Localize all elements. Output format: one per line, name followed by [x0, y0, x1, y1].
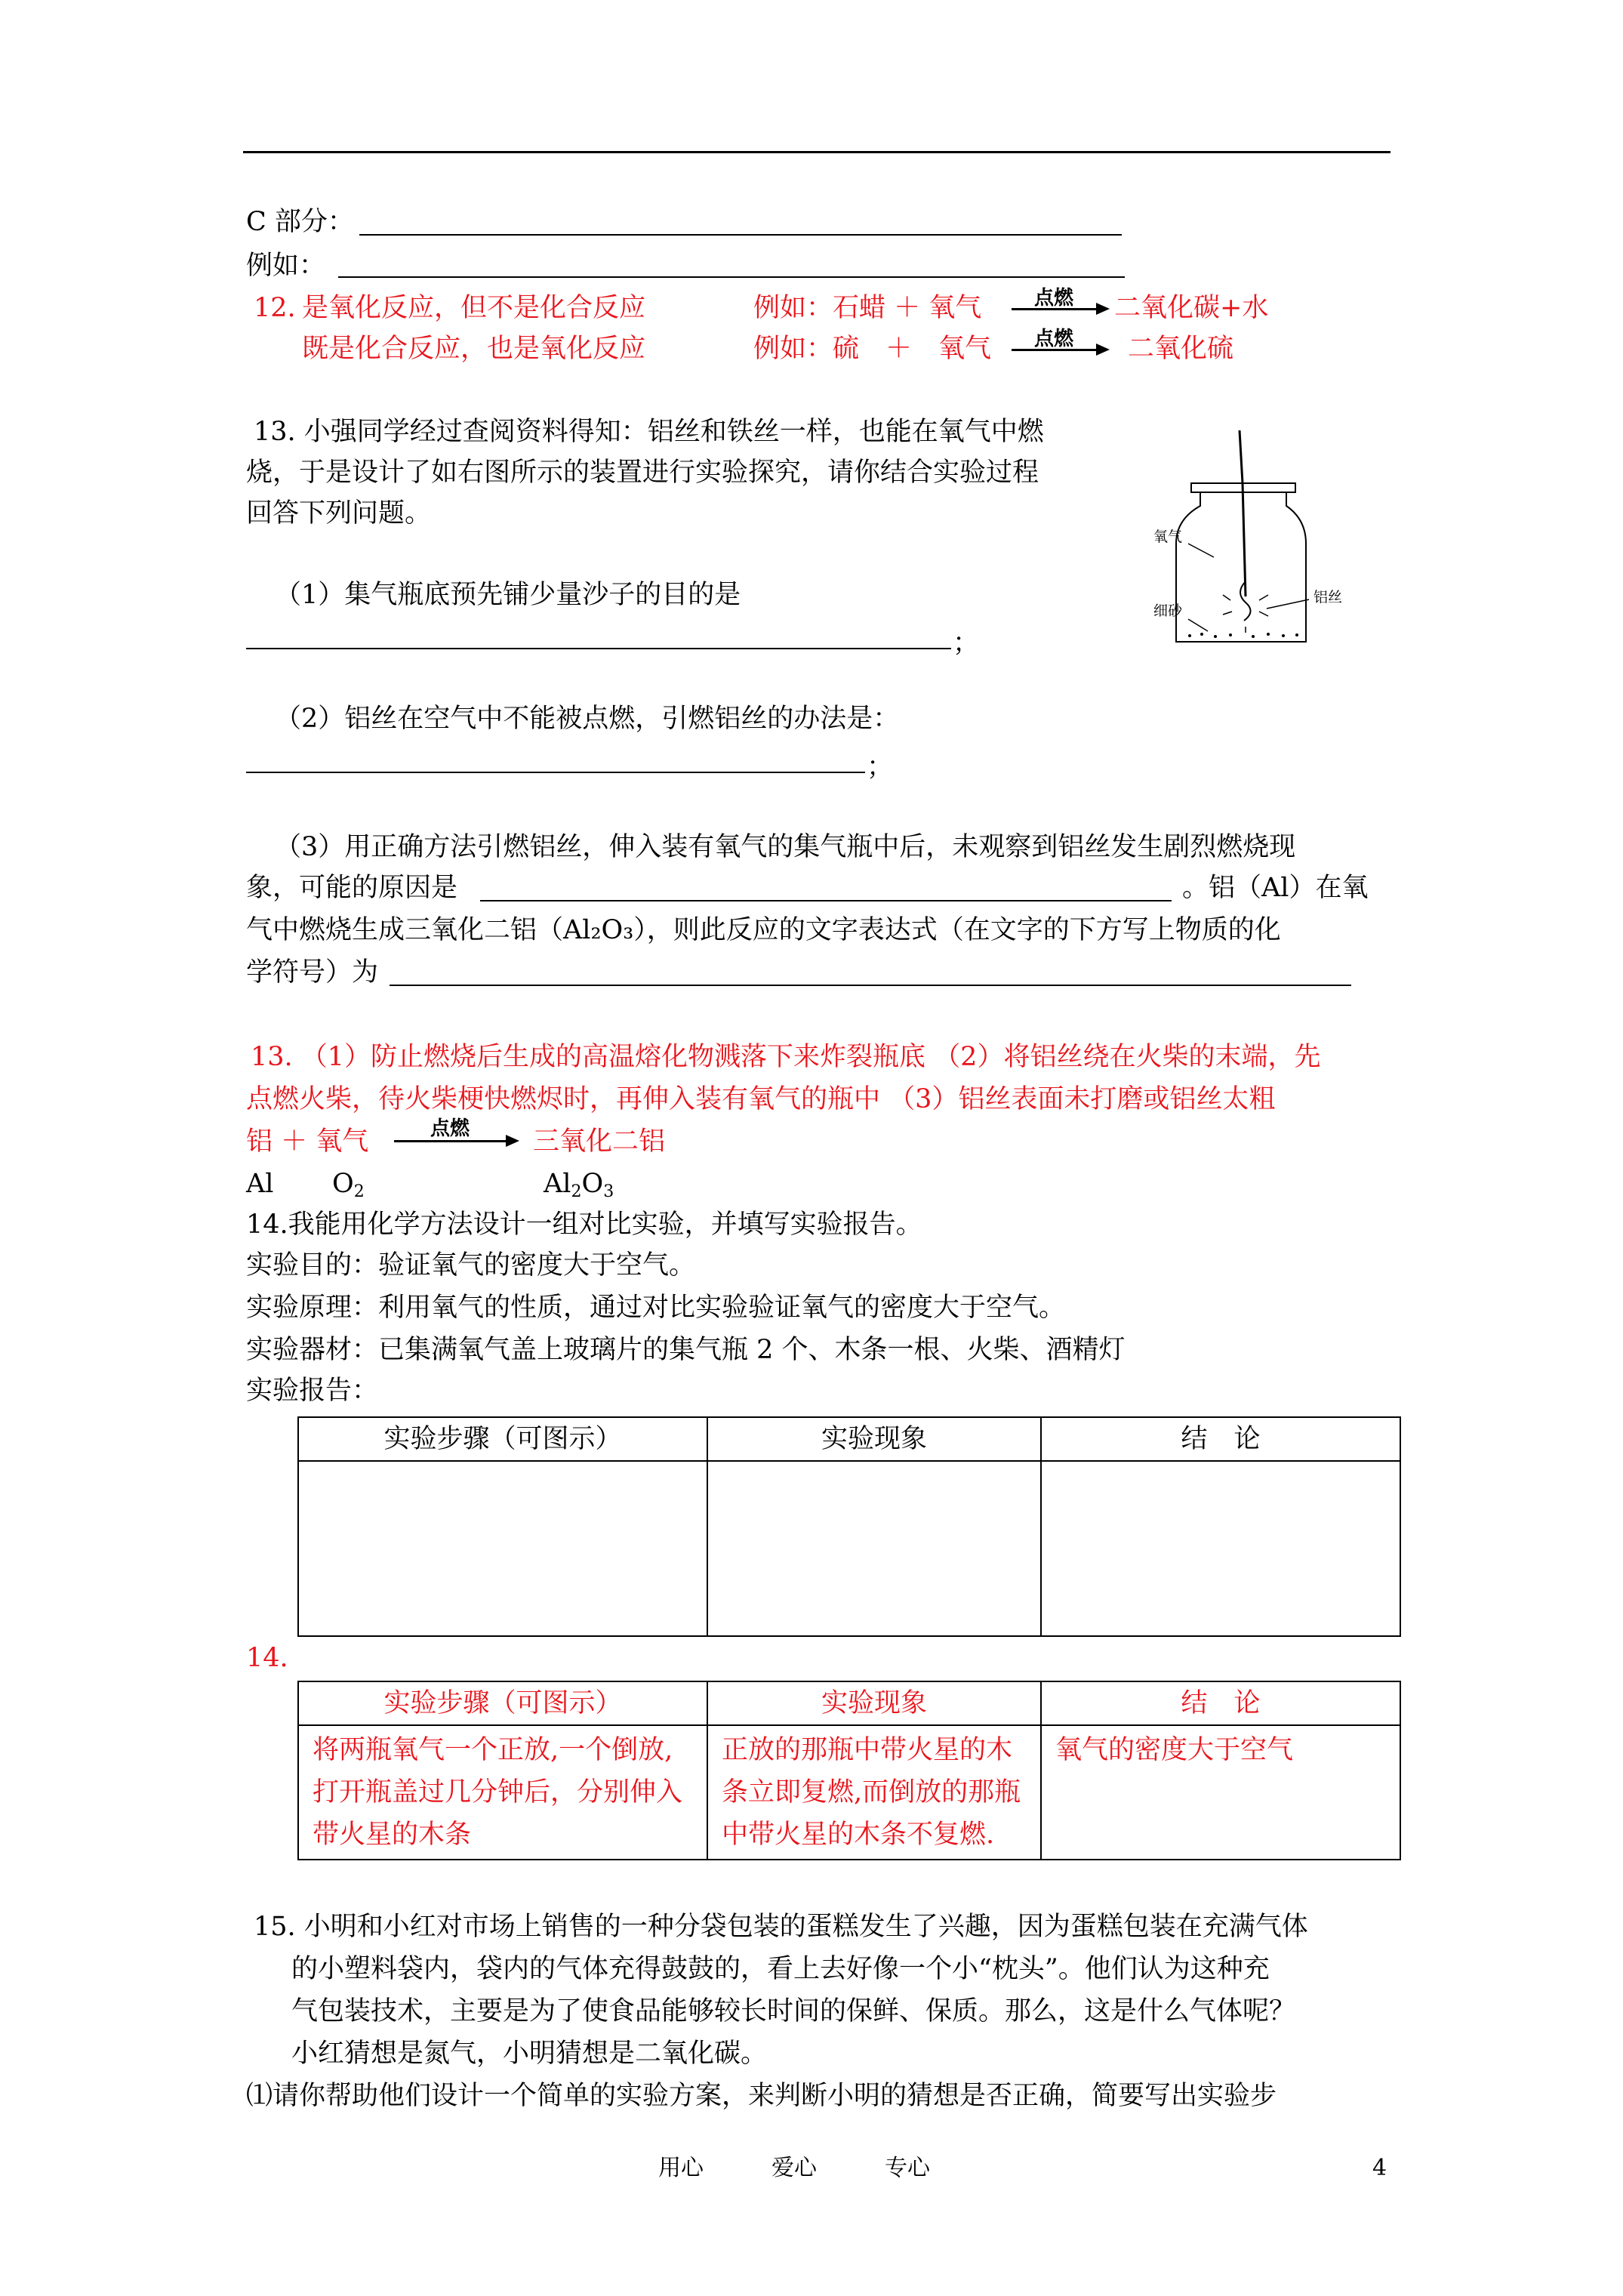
c-part-blank[interactable] [359, 234, 1122, 236]
q15-line1: 15. 小明和小红对市场上销售的一种分袋包装的蛋糕发生了兴趣，因为蛋糕包装在充满气体 [254, 1912, 1308, 1942]
symbol-al2o3: $Al_2O_3$ [544, 1169, 614, 1201]
table-header-row [298, 1681, 1400, 1725]
a14-answer-table [297, 1681, 1401, 1860]
q13-part3-equation-blank[interactable] [390, 985, 1351, 986]
q14-materials: 实验器材：已集满氧气盖上玻璃片的集气瓶 2 个、木条一根、火柴、酒精灯 [246, 1335, 1126, 1365]
q13-intro-3: 回答下列问题。 [246, 498, 432, 529]
q13-part3-line2a: 象，可能的原因是 [246, 873, 458, 903]
q15-sub1: ⑴请你帮助他们设计一个简单的实验方案，来判断小明的猜想是否正确，简要写出实验步 [246, 2081, 1277, 2111]
a13-equation-right: 三氧化二铝 [533, 1126, 666, 1157]
q15-line3: 气包装技术，主要是为了使食品能够较长时间的保鲜、保质。那么，这是什么气体呢？ [291, 1996, 1296, 2026]
figure-label-oxygen: 氧气 [1153, 529, 1183, 545]
q13-part3-line1: （3）用正确方法引燃铝丝，伸入装有氧气的集气瓶中后，未观察到铝丝发生剧烈燃烧现 [275, 832, 1296, 862]
cell-line: 氧气的密度大于空气 [1055, 1735, 1294, 1765]
answer-header-phenomena: 实验现象 [707, 1681, 1041, 1725]
footer-slogan: 用心 爱心 专心 [658, 2155, 930, 2181]
q13-intro-1: 13. 小强同学经过查阅资料得知：铝丝和铁丝一样，也能在氧气中燃 [254, 417, 1044, 447]
c-part-label: C 部分： [246, 207, 354, 237]
q12-line2-product: 二氧化硫 [1128, 334, 1234, 364]
q12-line2-example: 例如：硫 ＋ 氧气 [753, 334, 992, 364]
cell-line: 打开瓶盖过几分钟后，分别伸入 [313, 1777, 683, 1808]
q14-principle: 实验原理：利用氧气的性质，通过对比实验验证氧气的密度大于空气。 [246, 1293, 1066, 1323]
answer-header-steps: 实验步骤（可图示） [298, 1681, 707, 1725]
q13-part3-reason-blank[interactable] [480, 900, 1172, 901]
header-rule [243, 151, 1390, 153]
a13-line2: 点燃火柴，待火柴梗快燃烬时，再伸入装有氧气的瓶中 （3）铝丝表面未打磨或铝丝太粗 [246, 1084, 1276, 1114]
q14-title: 14.我能用化学方法设计一组对比实验，并填写实验报告。 [246, 1210, 922, 1240]
q12-line1-text: 是氧化反应，但不是化合反应 [302, 293, 646, 323]
figure-label-sand: 细砂 [1153, 603, 1183, 619]
cell-line: 中带火星的木条不复燃. [722, 1820, 995, 1850]
q12-line1-number: 12. [254, 293, 296, 323]
symbol-al: Al [246, 1169, 274, 1199]
header-steps: 实验步骤（可图示） [298, 1417, 707, 1461]
q14-report-table [297, 1416, 1401, 1637]
a13-line1: 13. （1）防止燃烧后生成的高温熔化物溅落下来炸裂瓶底 （2）将铝丝绕在火柴的末端，先 [251, 1042, 1321, 1072]
q13-part3-line2b: 。铝（Al）在氧 [1182, 873, 1369, 903]
answer-cell-conclusion [1041, 1725, 1400, 1860]
q13-part1-blank[interactable] [246, 648, 951, 649]
q13-intro-2: 烧，于是设计了如右图所示的装置进行实验探究，请你结合实验过程 [246, 458, 1039, 488]
q14-purpose: 实验目的：验证氧气的密度大于空气。 [246, 1250, 696, 1281]
cell-steps-blank[interactable] [298, 1461, 707, 1636]
q14-report-label: 实验报告： [246, 1376, 379, 1406]
cell-phenomena-blank[interactable] [707, 1461, 1041, 1636]
header-phenomena: 实验现象 [707, 1417, 1041, 1461]
q12-line2-text: 既是化合反应，也是氧化反应 [302, 334, 646, 364]
cell-line: 正放的那瓶中带火星的木 [722, 1735, 1013, 1765]
header-conclusion: 结 论 [1041, 1417, 1400, 1461]
q13-part2-end: ； [867, 752, 894, 782]
q13-part1: （1）集气瓶底预先铺少量沙子的目的是 [275, 580, 741, 610]
arrow-condition-3: 点燃 [430, 1117, 470, 1140]
q13-part2: （2）铝丝在空气中不能被点燃，引燃铝丝的办法是： [275, 704, 900, 734]
a13-equation-left: 铝 ＋ 氧气 [246, 1126, 369, 1157]
q15-line2: 的小塑料袋内，袋内的气体充得鼓鼓的，看上去好像一个小“枕头”。他们认为这种充 [291, 1954, 1270, 1984]
q13-part3-line4: 学符号）为 [246, 957, 379, 988]
q13-part3-line3: 气中燃烧生成三氧化二铝（Al₂O₃），则此反应的文字表达式（在文字的下方写上物质的化 [246, 915, 1281, 945]
arrow-condition-1: 点燃 [1034, 287, 1074, 310]
answer-cell-phenomena [707, 1725, 1041, 1860]
page-number: 4 [1372, 2155, 1387, 2181]
table-row [298, 1461, 1400, 1636]
cell-line: 将两瓶氧气一个正放,一个倒放, [313, 1735, 673, 1765]
q13-part2-blank[interactable] [246, 772, 865, 773]
figure-label-wire: 铝丝 [1313, 589, 1343, 606]
arrow-condition-2: 点燃 [1034, 328, 1074, 350]
example-label: 例如： [246, 251, 326, 281]
q13-part1-end: ； [953, 628, 980, 658]
answer-header-conclusion: 结 论 [1041, 1681, 1400, 1725]
symbol-o2: $O_2$ [332, 1169, 365, 1201]
q15-line4: 小红猜想是氮气，小明猜想是二氧化碳。 [291, 2039, 768, 2069]
cell-conclusion-blank[interactable] [1041, 1461, 1400, 1636]
cell-line: 带火星的木条 [313, 1820, 472, 1850]
cell-line: 条立即复燃,而倒放的那瓶 [722, 1777, 1021, 1808]
example-blank[interactable] [338, 276, 1125, 278]
a14-number: 14. [246, 1643, 288, 1673]
q12-line1-example: 例如：石蜡 ＋ 氧气 [753, 293, 982, 323]
table-row [298, 1725, 1400, 1860]
answer-cell-steps [298, 1725, 707, 1860]
q12-line1-product: 二氧化碳+水 [1114, 293, 1269, 323]
table-header-row [298, 1417, 1400, 1461]
